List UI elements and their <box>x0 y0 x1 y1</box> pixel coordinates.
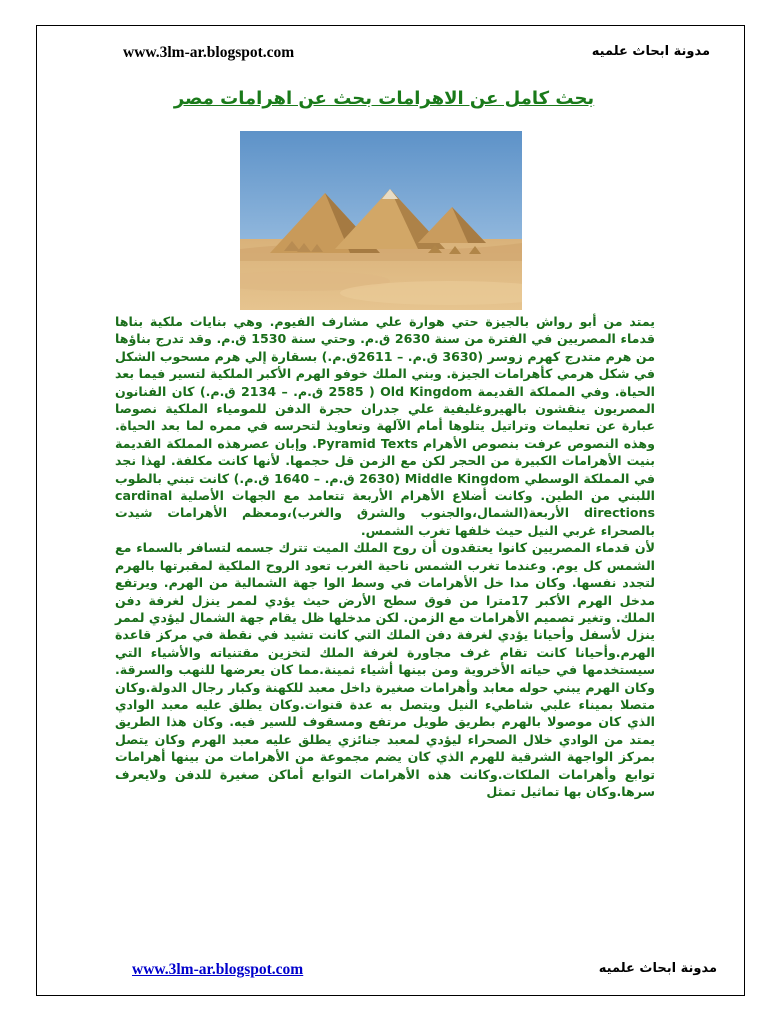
body-paragraph-1: يمتد من أبو رواش بالجيزة حتي هوارة علي مشارف الفيوم. وهي بنايات ملكية بناها قدماء المصريين في الفترة من سنة 2630 ق.م. وحتي سنة 1530 ق.م. وقد تدرج بناؤها من هرم متدرج كهرم زوسر (3630 ق.م. – 2611ق.م.) بسقارة إلي هرم مسحوب الشكل في شكل هرمي كأهرامات الجيزة. وبني الملك خوفو الهرم الأكبر الملكية لتسير فيما بعد الحياة. وفي المملكة القديمة Old Kingdom ( 2585 ق.م. – 2134 ق.م.) كان الفنانون المصريون ينقشون بالهيروغليفية علي جدران حجرة الدفن للمومياء الملكية نصوصا عبارة عن تعليمات وتراتيل يتلوها أمام الآلهة وتعاويذ لتحرسه في ممره لما بعد الحياة. وهذه النصوص عرفت بنصوص الأهرام Pyramid Texts. وإبان عصرهذه المملكة القديمة بنيت الأهرامات الكبيرة من الحجر لكن مع الزمن قل حجمها. لأنها كانت مكلفة. لهذا نجد في المملكة الوسطي Middle Kingdom (2630 ق.م. – 1640 ق.م.) كانت تبني بالطوب اللبني من الطين. وكانت أضلاع الأهرام الأربعة تتعامد مع الجهات الأصلية cardinal directions الأربعة(الشمال،والجنوب والشرق والغرب)،ومعظم الأهرامات شيدت بالصحراء غربي النيل حيث خلفها تغرب الشمس. <box>115 314 656 538</box>
site-url-header: www.3lm-ar.blogspot.com <box>123 44 295 61</box>
page-footer <box>36 961 745 985</box>
page-header <box>36 44 745 68</box>
blog-name-header: مدونة ابحاث علميه <box>591 44 710 59</box>
article-title: بحث كامل عن الاهرامات بحث عن اهرامات مصر <box>173 88 595 109</box>
site-url-footer-link[interactable]: www.3lm-ar.blogspot.com <box>132 961 304 978</box>
article-body <box>115 313 655 800</box>
body-paragraph-2: لأن قدماء المصريين كانوا يعتقدون أن روح الملك الميت تترك جسمه لتسافر بالسماء مع الشمس كل يوم. وعندما تغرب الشمس ناحية الغرب تعود الروح الملكية لمقبرتها بالهرم لتجدد نفسها. وكان مدا خل الأهرامات في وسط الوا جهة الشمالية من الهرم. ويرتفع مدخل الهرم الأكبر 17مترا من فوق سطح الأرض حيث يؤدي لممر ينزل لغرفة دفن الملك. وتغير تصميم الأهرامات مع الزمن. لكن مدخلها ظل يقام جهة الشمال ليؤدي لممر ينزل لأسفل وأحيانا يؤدي لغرفة دفن الملك التي كانت تشيد في نقطة في مركز قاعدة الهرم.وأحيانا كانت تقام غرف مجاورة لغرفة الملك لتخزين مقتنياته والأشياء التي سيستخدمها في حياته الأخروية ومن بينها أشياء ثمينة.مما كان يعرضها للنهب والسرقة. وكان الهرم يبني حوله معابد وأهرامات صغيرة داخل معبد للكهنة وكبار رجال الدولة.وكان متصلا بميناء علبي شاطيء النيل ويتصل به عدة قنوات.وكان يطلق عليه معبد الوادي الذي كان موصولا بالهرم بطريق طويل مرتفع ومسقوف للسير فيه. وكان هذا الطريق يمتد من الوادي خلال الصحراء ليؤدي لمعبد جنائزي يطلق عليه معبد الهرم وكان يتصل بمركز الواجهة الشرقية للهرم الذي كان يضم مجموعة من الأهرامات من بينها أهرامات توابع وأهرامات الملكات.وكانت هذه الأهرامات التوابع أماكن صغيرة للدفن ولايعرف سرها.وكان بها تماثيل تمثل <box>115 540 655 799</box>
pyramids-image <box>240 131 522 310</box>
blog-name-footer: مدونة ابحاث علميه <box>598 961 717 976</box>
